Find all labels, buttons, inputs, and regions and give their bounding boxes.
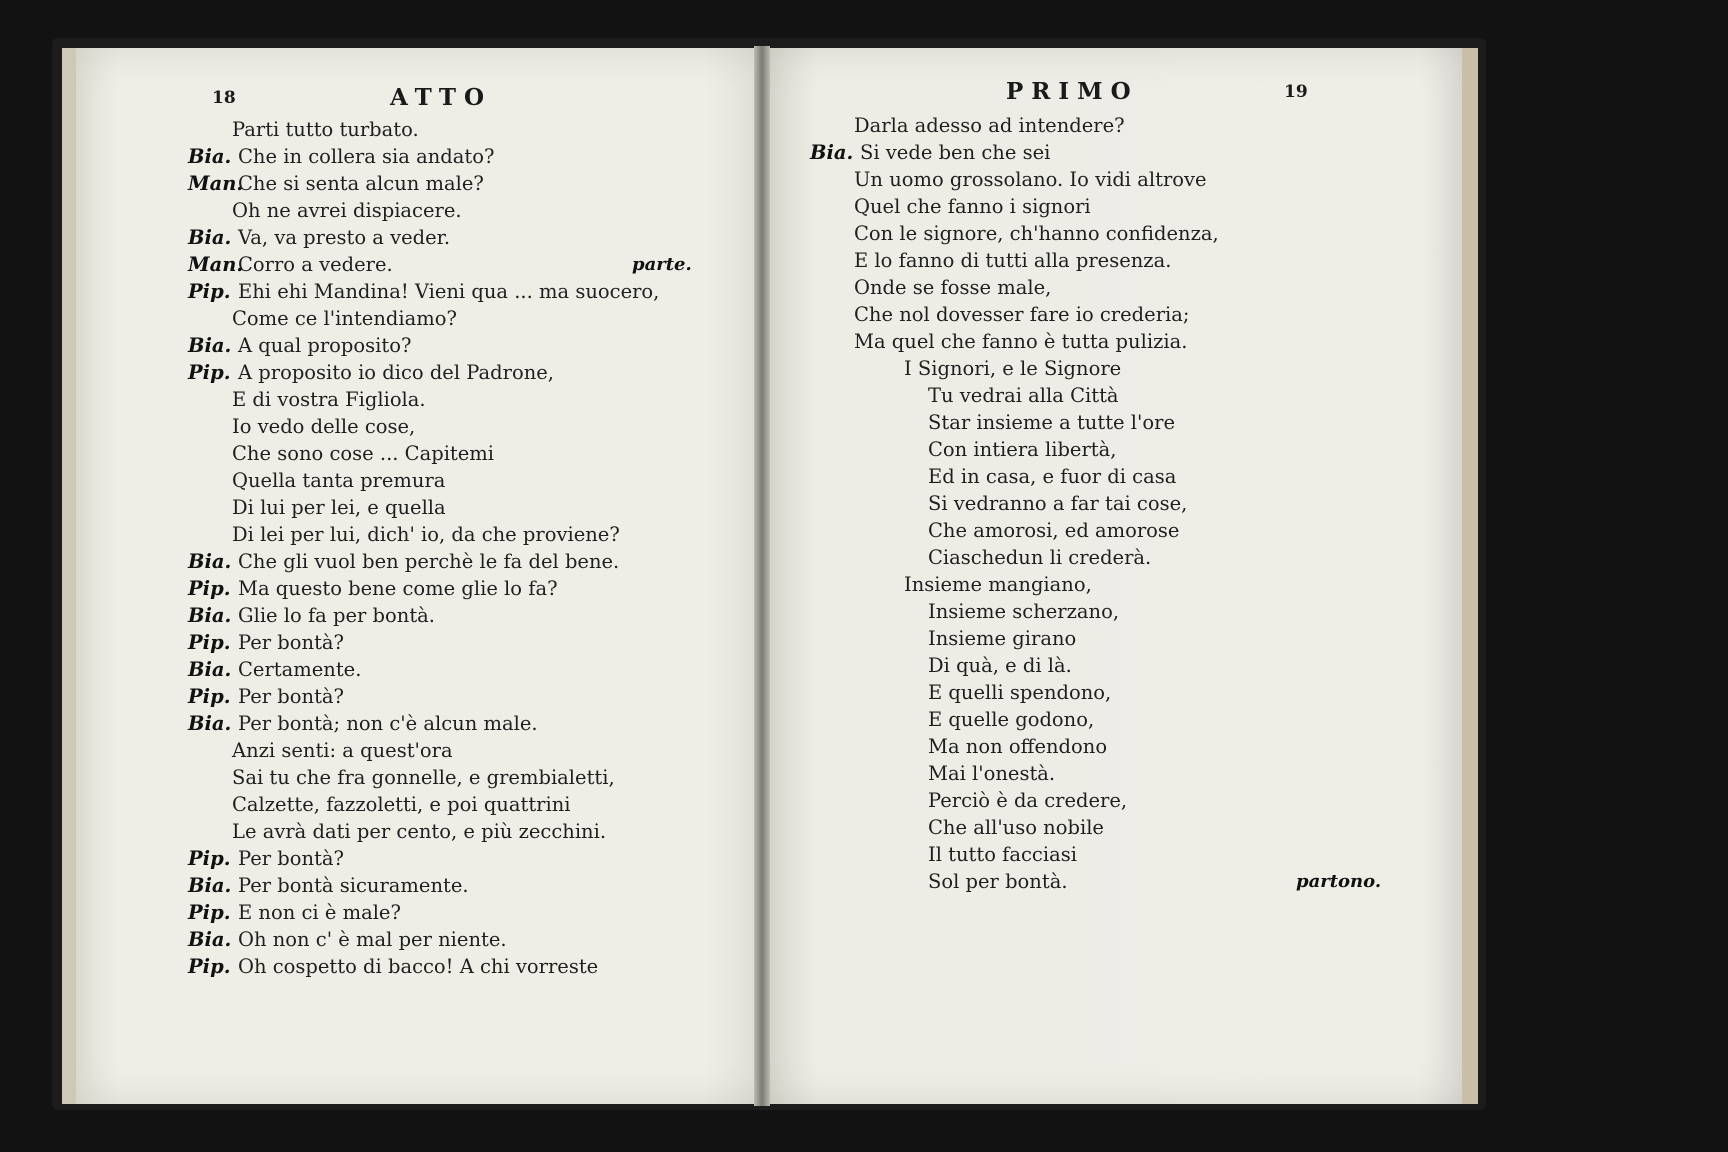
text-line	[810, 868, 1382, 895]
line-text: Di quà, e di là.	[928, 654, 1072, 677]
text-line	[188, 710, 659, 737]
text-line	[810, 517, 1219, 544]
line-text: Il tutto facciasi	[928, 843, 1077, 866]
line-text: A proposito io dico del Padrone,	[238, 361, 554, 384]
text-line	[188, 332, 659, 359]
text-line	[188, 926, 659, 953]
text-line	[810, 733, 1219, 760]
book-gutter	[754, 46, 770, 1106]
line-text: Per bontà?	[238, 847, 345, 870]
speaker-label: Bia.	[188, 226, 232, 249]
text-line	[810, 679, 1219, 706]
line-text: Va, va presto a veder.	[238, 226, 451, 249]
line-text: Ciaschedun li crederà.	[928, 546, 1152, 569]
right-page-text	[810, 112, 1382, 895]
text-line	[188, 116, 659, 143]
text-line	[188, 548, 659, 575]
line-text: Onde se fosse male,	[854, 276, 1052, 299]
line-text: A qual proposito?	[238, 334, 412, 357]
line-text: Ma non offendono	[928, 735, 1108, 758]
text-line	[810, 463, 1219, 490]
line-text: Ma quel che fanno è tutta pulizia.	[854, 330, 1188, 353]
speaker-label: Bia.	[188, 874, 232, 897]
text-line	[188, 818, 659, 845]
line-text: Che si senta alcun male?	[238, 172, 484, 195]
line-text: E quelli spendono,	[928, 681, 1112, 704]
text-line	[810, 166, 1219, 193]
left-page	[62, 48, 776, 1104]
text-line	[810, 382, 1219, 409]
text-line	[188, 440, 659, 467]
speaker-label: Bia.	[188, 334, 232, 357]
text-line	[810, 841, 1219, 868]
speaker-label: Man.	[188, 253, 244, 276]
text-line	[188, 278, 659, 305]
text-line	[188, 575, 659, 602]
speaker-label: Man.	[188, 172, 244, 195]
right-page	[762, 48, 1478, 1104]
speaker-label: Pip.	[188, 685, 231, 708]
left-page-text	[188, 116, 692, 980]
text-line	[810, 625, 1219, 652]
line-text: Per bontà; non c'è alcun male.	[238, 712, 538, 735]
text-line	[810, 139, 1219, 166]
line-text: Si vede ben che sei	[860, 141, 1051, 164]
line-text: Sai tu che fra gonnelle, e grembialetti,	[232, 766, 615, 789]
text-line	[810, 490, 1219, 517]
speaker-label: Pip.	[188, 631, 231, 654]
text-line	[188, 953, 659, 980]
text-line	[188, 197, 659, 224]
line-text: Insieme mangiano,	[904, 573, 1092, 596]
line-text: Quella tanta premura	[232, 469, 446, 492]
text-line	[188, 359, 659, 386]
line-text: Corro a vedere.	[238, 253, 393, 276]
line-text: Tu vedrai alla Città	[928, 384, 1119, 407]
right-page-number: 19	[1284, 82, 1308, 102]
text-line	[810, 706, 1219, 733]
line-text: Parti tutto turbato.	[232, 118, 419, 141]
line-text: Perciò è da credere,	[928, 789, 1128, 812]
text-line	[810, 436, 1219, 463]
text-line	[188, 224, 659, 251]
left-running-head: ATTO	[390, 84, 493, 111]
line-text: Come ce l'intendiamo?	[232, 307, 457, 330]
line-text: Che gli vuol ben perchè le fa del bene.	[238, 550, 620, 573]
line-text: Ed in casa, e fuor di casa	[928, 465, 1177, 488]
line-text: E di vostra Figliola.	[232, 388, 426, 411]
line-text: Star insieme a tutte l'ore	[928, 411, 1175, 434]
text-line	[188, 305, 659, 332]
speaker-label: Bia.	[188, 928, 232, 951]
line-text: E quelle godono,	[928, 708, 1095, 731]
text-line	[810, 328, 1219, 355]
line-text: Un uomo grossolano. Io vidi altrove	[854, 168, 1207, 191]
line-text: Certamente.	[238, 658, 362, 681]
speaker-label: Bia.	[188, 550, 232, 573]
speaker-label: Pip.	[188, 361, 231, 384]
text-line	[188, 737, 659, 764]
text-line	[188, 683, 659, 710]
line-text: Oh ne avrei dispiacere.	[232, 199, 462, 222]
line-text: Anzi senti: a quest'ora	[232, 739, 453, 762]
line-text: Con le signore, ch'hanno confidenza,	[854, 222, 1219, 245]
line-text: Si vedranno a far tai cose,	[928, 492, 1188, 515]
speaker-label: Bia.	[188, 145, 232, 168]
line-text: Ehi ehi Mandina! Vieni qua ... ma suocero,	[238, 280, 660, 303]
stage-direction: partono.	[1296, 871, 1382, 892]
speaker-label: Pip.	[188, 955, 231, 978]
text-line	[188, 170, 659, 197]
text-line	[810, 247, 1219, 274]
speaker-label: Bia.	[188, 712, 232, 735]
line-text: Per bontà sicuramente.	[238, 874, 469, 897]
right-running-head: PRIMO	[1006, 78, 1139, 105]
line-text: Oh non c' è mal per niente.	[238, 928, 507, 951]
line-text: Per bontà?	[238, 685, 345, 708]
line-text: Di lei per lui, dich' io, da che proviene?	[232, 523, 620, 546]
text-line	[810, 220, 1219, 247]
stage-direction: parte.	[632, 254, 692, 275]
text-line	[810, 652, 1219, 679]
text-line	[188, 467, 659, 494]
text-line	[810, 355, 1219, 382]
text-line	[810, 274, 1219, 301]
text-line	[188, 602, 659, 629]
text-line	[810, 409, 1219, 436]
text-line	[810, 598, 1219, 625]
speaker-label: Pip.	[188, 847, 231, 870]
text-line	[810, 787, 1219, 814]
text-line	[188, 413, 659, 440]
line-text: E lo fanno di tutti alla presenza.	[854, 249, 1172, 272]
text-line	[188, 791, 659, 818]
text-line	[810, 571, 1219, 598]
text-line	[188, 629, 659, 656]
line-text: Insieme girano	[928, 627, 1077, 650]
line-text: Che nol dovesser fare io crederia;	[854, 303, 1190, 326]
line-text: Ma questo bene come glie lo fa?	[238, 577, 558, 600]
text-line	[188, 521, 659, 548]
text-line	[810, 814, 1219, 841]
text-line	[188, 899, 659, 926]
line-text: Che all'uso nobile	[928, 816, 1104, 839]
text-line	[188, 656, 659, 683]
text-line	[188, 386, 659, 413]
line-text: Calzette, fazzoletti, e poi quattrini	[232, 793, 571, 816]
text-line	[188, 251, 692, 278]
speaker-label: Bia.	[188, 658, 232, 681]
line-text: Insieme scherzano,	[928, 600, 1120, 623]
speaker-label: Pip.	[188, 901, 231, 924]
text-line	[810, 760, 1219, 787]
speaker-label: Pip.	[188, 577, 231, 600]
line-text: E non ci è male?	[238, 901, 401, 924]
left-page-number: 18	[212, 88, 236, 108]
text-line	[810, 301, 1219, 328]
line-text: Per bontà?	[238, 631, 345, 654]
line-text: Che in collera sia andato?	[238, 145, 495, 168]
line-text: Con intiera libertà,	[928, 438, 1117, 461]
line-text: Mai l'onestà.	[928, 762, 1056, 785]
speaker-label: Pip.	[188, 280, 231, 303]
line-text: Sol per bontà.	[928, 870, 1068, 893]
speaker-label: Bia.	[188, 604, 232, 627]
text-line	[188, 845, 659, 872]
line-text: Darla adesso ad intendere?	[854, 114, 1125, 137]
line-text: Di lui per lei, e quella	[232, 496, 446, 519]
text-line	[188, 494, 659, 521]
line-text: Glie lo fa per bontà.	[238, 604, 435, 627]
text-line	[810, 112, 1219, 139]
text-line	[810, 193, 1219, 220]
speaker-label: Bia.	[810, 141, 854, 164]
text-line	[188, 143, 659, 170]
line-text: Oh cospetto di bacco! A chi vorreste	[238, 955, 599, 978]
line-text: Quel che fanno i signori	[854, 195, 1091, 218]
line-text: Che sono cose ... Capitemi	[232, 442, 495, 465]
text-line	[188, 872, 659, 899]
line-text: I Signori, e le Signore	[904, 357, 1122, 380]
line-text: Le avrà dati per cento, e più zecchini.	[232, 820, 607, 843]
text-line	[188, 764, 659, 791]
line-text: Io vedo delle cose,	[232, 415, 416, 438]
text-line	[810, 544, 1219, 571]
line-text: Che amorosi, ed amorose	[928, 519, 1180, 542]
